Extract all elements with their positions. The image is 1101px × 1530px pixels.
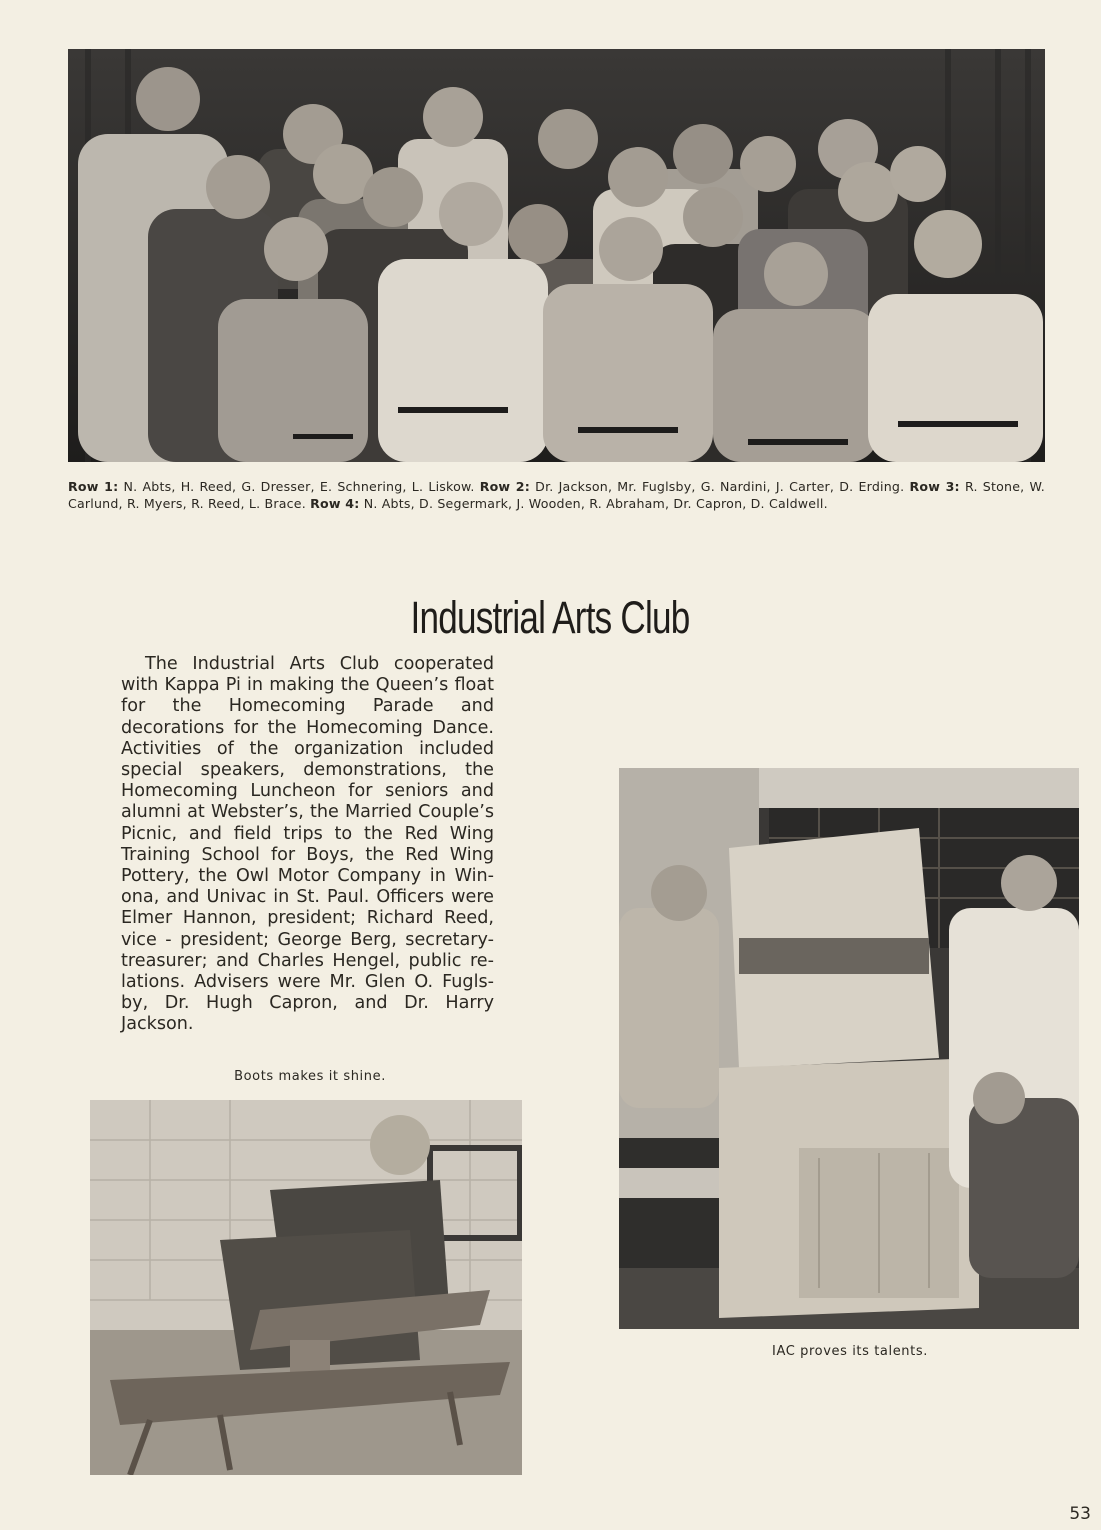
roster-row2-names: Dr. Jackson, Mr. Fuglsby, G. Nardini, J. Carter, D. Erding.	[535, 479, 905, 494]
table-photo-caption: Boots makes it shine.	[234, 1069, 386, 1084]
roster-row3-names: R. Stone, W. Carlund, R. Myers, R. Reed, L. Brace.	[68, 479, 1045, 511]
club-description	[121, 654, 494, 1036]
roster-row2-label: Row 2:	[479, 479, 531, 494]
roster-row4-label: Row 4:	[310, 496, 360, 511]
cabinet-photo-caption: IAC proves its talents.	[772, 1344, 928, 1359]
group-photo	[68, 49, 1045, 462]
roster-caption	[68, 478, 1045, 512]
roster-row4-names: N. Abts, D. Segermark, J. Wooden, R. Abraham, Dr. Capron, D. Caldwell.	[363, 496, 828, 511]
roster-row3-label: Row 3:	[909, 479, 960, 494]
page-number: 53	[1069, 1504, 1091, 1524]
club-description-text: The Industrial Arts Club cooperated with Kappa Pi in making the Queen’s float for the Homecoming Parade and decorations for the Homecoming Dance. Activities of the organization included special speakers, demonstrations, the Homecoming Luncheon for seniors and alumni at Webster’s, the Married Couple’s Picnic, and field trips to the Red Wing Training School for Boys, the Red Wing Pottery, the Owl Motor Company in Winona, and Univac in St. Paul. Officers were Elmer Hannon, president; Richard Reed, vice - president; George Berg, secretary-treasurer; and Charles Hengel, public relations. Advisers were Mr. Glen O. Fuglsby, Dr. Hugh Capron, and Dr. Harry Jackson.	[121, 654, 494, 1035]
page-title: Industrial Arts Club	[410, 592, 690, 644]
table-photo	[90, 1100, 522, 1475]
roster-row1-names: N. Abts, H. Reed, G. Dresser, E. Schnering, L. Liskow.	[123, 479, 475, 494]
roster-row1-label: Row 1:	[68, 479, 119, 494]
cabinet-photo	[619, 768, 1079, 1329]
